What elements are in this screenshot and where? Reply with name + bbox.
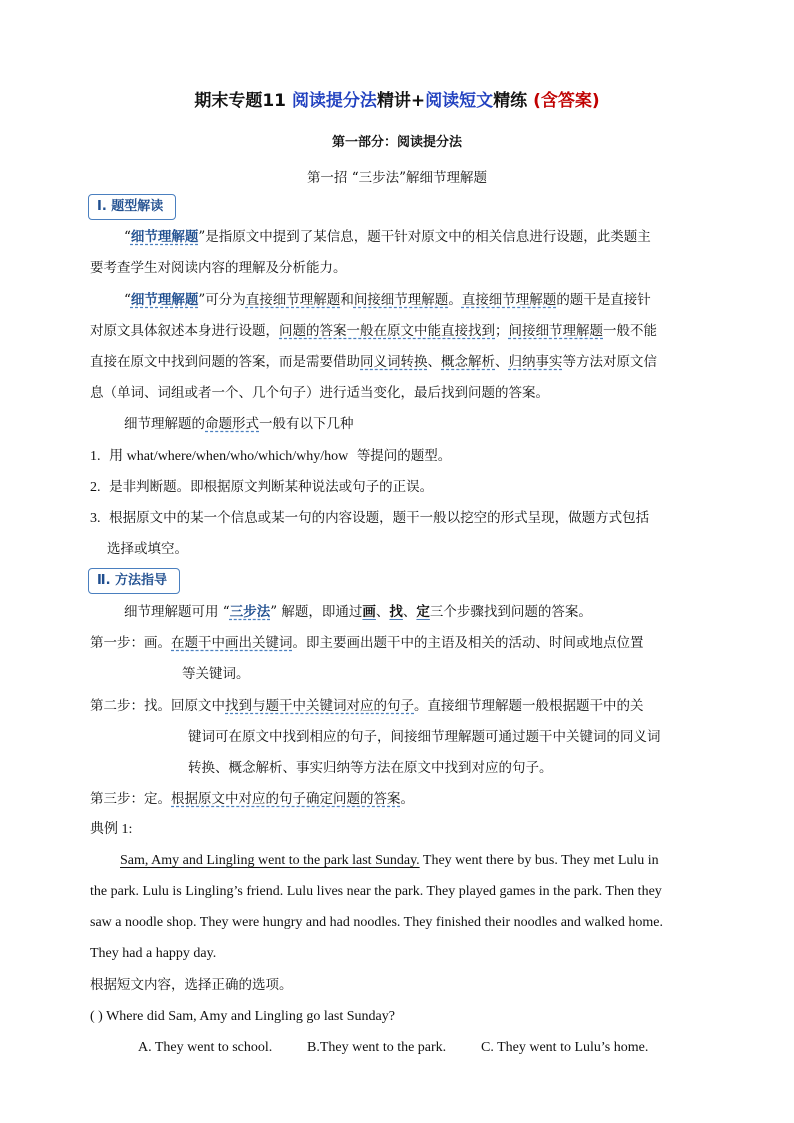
term-indirect: 间接细节理解题 xyxy=(353,292,449,308)
para2-line1 xyxy=(124,290,651,310)
text: 用 what/where/when/who/which/why/how xyxy=(109,449,349,464)
step3-line xyxy=(90,789,414,809)
text: 。 xyxy=(400,791,414,807)
step1-line2: 等关键词。 xyxy=(182,666,250,682)
title-answers-note: (含答案) xyxy=(533,91,600,111)
title-method: 阅读提分法 xyxy=(291,91,377,111)
passage-line1 xyxy=(120,851,659,871)
option-c: C. They went to Lulu’s home. xyxy=(481,1040,649,1055)
term-induce: 归纳事实 xyxy=(508,354,563,370)
text: 。即主要画出题干中的主语及相关的活动、时间或地点位置 xyxy=(292,635,644,651)
list-item xyxy=(90,477,433,498)
text: They went there by bus. They met Lulu in xyxy=(419,853,659,868)
text: 、 xyxy=(495,354,509,370)
text: ”可分为 xyxy=(198,292,246,308)
term-fix: 定 xyxy=(416,604,430,620)
method-intro xyxy=(124,602,592,622)
step2-line1 xyxy=(90,696,644,716)
option-b: B.They went to the park. xyxy=(307,1040,447,1055)
title-connector: 精讲+ xyxy=(376,91,426,111)
step-label: 第二步：找。回原文中 xyxy=(90,698,225,714)
text: 和 xyxy=(340,292,354,308)
step1-line1 xyxy=(90,633,644,653)
text: 一般有以下几种 xyxy=(259,416,354,432)
underlined-phrase: 根据原文中对应的句子确定问题的答案 xyxy=(171,791,401,807)
list-number: 1. xyxy=(90,449,101,464)
step2-line2: 键词可在原文中找到相应的句子，间接细节理解题可通过题干中关键词的同义词 xyxy=(188,729,661,745)
section-tag-method: Ⅱ. 方法指导 xyxy=(88,568,180,594)
text: 、 xyxy=(375,604,390,620)
term-draw: 画 xyxy=(362,604,376,620)
step-label: 第一步：画。 xyxy=(90,635,171,651)
underlined-phrase: 问题的答案一般在原文中能直接找到 xyxy=(279,323,495,339)
text: 根据原文中的某一个信息或某一句的内容设题，题干一般以挖空的形式呈现，做题方式包括 xyxy=(109,510,650,526)
underlined-phrase: 找到与题干中关键词对应的句子 xyxy=(225,698,414,714)
example-label: 典例 1: xyxy=(90,822,133,837)
para1-line1 xyxy=(124,227,651,247)
title-reading: 阅读短文 xyxy=(425,91,494,111)
para1-text: ”是指原文中提到了某信息，题干针对原文中的相关信息进行设题，此类题主 xyxy=(198,229,651,245)
title-prefix: 期末专题11 xyxy=(194,91,287,111)
term-three-step: 三步法 xyxy=(229,604,271,620)
list-number: 2. xyxy=(90,480,101,495)
para2-line3 xyxy=(90,352,657,372)
text: 的题干是直接针 xyxy=(556,292,651,308)
text: 、 xyxy=(427,354,441,370)
list-number: 3. xyxy=(90,511,101,526)
text: 三个步骤找到问题的答案。 xyxy=(429,604,592,620)
term-question-form: 命题形式 xyxy=(205,416,259,432)
title-practice: 精练 xyxy=(493,91,528,111)
text: 细节理解题可用 “ xyxy=(124,604,230,620)
section-tag-question-type: Ⅰ. 题型解读 xyxy=(88,194,176,220)
text: 直接在原文中找到问题的答案，而是需要借助 xyxy=(90,354,360,370)
text: 细节理解题的 xyxy=(124,416,205,432)
text: 对原文具体叙述本身进行设题， xyxy=(90,323,279,339)
quote-mark: “ xyxy=(124,292,131,308)
list-item xyxy=(90,446,451,467)
term-indirect: 间接细节理解题 xyxy=(508,323,603,339)
passage-line4: They had a happy day. xyxy=(90,946,217,961)
term-synonym: 同义词转换 xyxy=(360,354,428,370)
underlined-phrase: 在题干中画出关键词 xyxy=(171,635,293,651)
list-item xyxy=(90,508,649,529)
term-direct: 直接细节理解题 xyxy=(245,292,341,308)
text: ” 解题，即通过 xyxy=(270,604,363,620)
document-title xyxy=(0,86,794,111)
passage-line3: saw a noodle shop. They were hungry and had noodles. They finished their noodles and walked home. xyxy=(90,915,663,930)
passage-line2: the park. Lulu is Lingling’s friend. Lulu lives near the park. They played games in the park. Then they xyxy=(90,884,662,899)
term-detail-question: 细节理解题 xyxy=(130,229,199,245)
para2-line2 xyxy=(90,321,657,341)
para1-line2: 要考查学生对阅读内容的理解及分析能力。 xyxy=(90,260,347,276)
term-detail-question: 细节理解题 xyxy=(130,292,199,308)
option-a: A. They went to school. xyxy=(138,1040,273,1055)
text: 、 xyxy=(402,604,417,620)
term-find: 找 xyxy=(389,604,403,620)
text: 是非判断题。即根据原文判断某种说法或句子的正误。 xyxy=(109,479,434,495)
text: ； xyxy=(495,323,509,339)
text: 一般不能 xyxy=(603,323,657,339)
quote-mark: “ xyxy=(124,229,131,245)
underlined-sentence: Sam, Amy and Lingling went to the park last Sunday. xyxy=(120,853,420,868)
term-direct: 直接细节理解题 xyxy=(461,292,557,308)
text: 等提问的题型。 xyxy=(356,448,452,464)
move-heading: 第一招 “三步法”解细节理解题 xyxy=(306,170,488,186)
term-concept: 概念解析 xyxy=(441,354,495,370)
para2-line4: 息（单词、词组或者一个、几个句子）进行适当变化，最后找到问题的答案。 xyxy=(90,385,549,401)
list-item-continuation: 选择或填空。 xyxy=(107,541,188,557)
text: 等方法对原文信 xyxy=(562,354,657,370)
example-instruction: 根据短文内容，选择正确的选项。 xyxy=(90,977,293,993)
text: 。直接细节理解题一般根据题干中的关 xyxy=(414,698,644,714)
step-label: 第三步：定。 xyxy=(90,791,171,807)
text: 。 xyxy=(448,292,462,308)
example-question: ( ) Where did Sam, Amy and Lingling go last Sunday? xyxy=(90,1009,395,1024)
para3-line xyxy=(124,414,354,434)
part-heading: 第一部分：阅读提分法 xyxy=(331,135,462,150)
step2-line3: 转换、概念解析、事实归纳等方法在原文中找到对应的句子。 xyxy=(188,760,553,776)
